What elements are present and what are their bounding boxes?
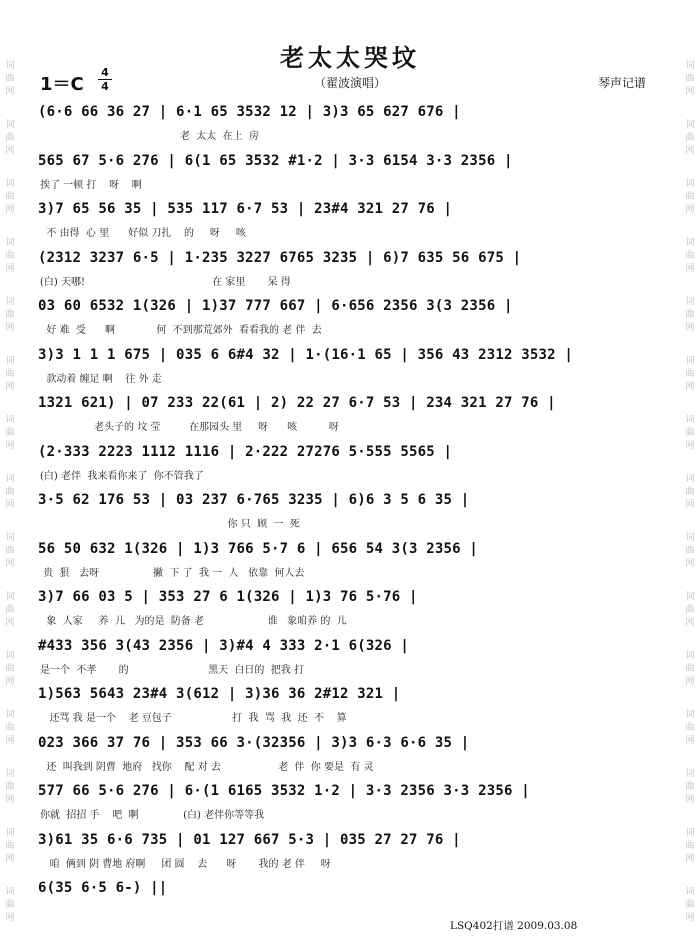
watermark-stamp: 词 曲 网 <box>685 297 695 333</box>
lyric-row: 是一个 不孝 的 黑天 白日的 把我 打 <box>40 664 304 676</box>
lyric-row: 老 太太 在上 房 <box>40 131 259 142</box>
notation-row: 3)3 1 1 1 675 | 035 6 6#4 32 | 1·(16·1 65 | 356 43 2312 3532 | <box>38 346 573 363</box>
notation-row: #433 356 3(43 2356 | 3)#4 4 333 2·1 6(326 | <box>38 637 410 654</box>
watermark-stamp: 词 曲 网 <box>5 710 15 746</box>
notation-row: (6·6 66 36 27 | 6·1 65 3532 12 | 3)3 65 627 676 | <box>38 104 461 120</box>
watermark-stamp: 词 曲 网 <box>5 828 15 864</box>
watermark-stamp: 词 曲 网 <box>5 769 15 805</box>
notation-row: 1)563 5643 23#4 3(612 | 3)36 36 2#12 321 | <box>38 686 401 702</box>
watermark-stamp: 词 曲 网 <box>685 828 695 864</box>
watermark-stamp: 词 曲 网 <box>5 297 15 333</box>
watermark-stamp: 词 曲 网 <box>5 533 15 569</box>
watermark-stamp: 词 曲 网 <box>685 887 695 923</box>
lyric-row: 款动着 缠足 啊 往 外 走 <box>40 373 162 385</box>
watermark-stamp: 词 曲 网 <box>685 474 695 510</box>
watermark-stamp: 词 曲 网 <box>5 120 15 156</box>
watermark-stamp: 词 曲 网 <box>5 474 15 510</box>
watermark-stamp: 词 曲 网 <box>685 769 695 805</box>
song-title: 老太太哭坟 <box>280 43 420 72</box>
lyric-row: 象 人家 养 儿 为的是 防备 老 谁 象咱养 的 儿 <box>40 616 347 627</box>
watermark-stamp: 词 曲 网 <box>5 415 15 451</box>
watermark-stamp: 词 曲 网 <box>5 179 15 215</box>
notation-row: 56 50 632 1(326 | 1)3 766 5·7 6 | 656 54 3(3 2356 | <box>38 540 479 557</box>
lyric-row: 你 只 顾 一 死 <box>40 519 300 530</box>
watermark-stamp: 词 曲 网 <box>685 533 695 569</box>
notation-row: 3)7 66 03 5 | 353 27 6 1(326 | 1)3 76 5·76 | <box>38 589 418 605</box>
key-signature: 1＝C <box>40 74 84 95</box>
notation-row: 577 66 5·6 276 | 6·(1 6165 3532 1·2 | 3·3 2356 3·3 2356 | <box>38 783 530 799</box>
watermark-stamp: 词 曲 网 <box>685 592 695 628</box>
watermark-stamp: 词 曲 网 <box>5 238 15 274</box>
lyric-row: 不 由得 心 里 好似 刀扎 的 呀 咳 <box>40 228 246 239</box>
notation-row: 3)7 65 56 35 | 535 117 6·7 53 | 23#4 321 27 76 | <box>38 201 453 217</box>
watermark-stamp: 词 曲 网 <box>685 710 695 746</box>
notation-row: 3·5 62 176 53 | 03 237 6·765 3235 | 6)6 3 5 6 35 | <box>38 492 470 508</box>
notation-row: 1321 621) | 07 233 22(61 | 2) 22 27 6·7 53 | 234 321 27 76 | <box>38 395 556 411</box>
watermark-stamp: 词 曲 网 <box>685 651 695 687</box>
notation-row: (2312 3237 6·5 | 1·235 3227 6765 3235 | 6)7 635 56 675 | <box>38 249 522 266</box>
lyric-row: (白) 天哪! 在 家里 呆 得 <box>40 276 291 288</box>
watermark-stamp: 词 曲 网 <box>5 356 15 392</box>
lyric-row: (白) 老伴 我来看你来了 你不管我了 <box>40 470 204 482</box>
watermark-stamp: 词 曲 网 <box>685 61 695 97</box>
notation-row: 3)61 35 6·6 735 | 01 127 667 5·3 | 035 27 27 76 | <box>38 831 461 848</box>
watermark-stamp: 词 曲 网 <box>685 179 695 215</box>
footer-note: LSQ402打谱 2009.03.08 <box>450 920 578 932</box>
lyric-row: 老头子的 坟 莹 在那园头 里 呀 咳 呀 <box>40 422 339 433</box>
singer-credit: （翟波演唱） <box>313 76 386 90</box>
watermark-stamp: 词 曲 网 <box>685 120 695 156</box>
meter-bottom: 4 <box>101 80 109 93</box>
watermark-stamp: 词 曲 网 <box>685 356 695 392</box>
watermark-stamp: 词 曲 网 <box>5 651 15 687</box>
notation-row: (2·333 2223 1112 1116 | 2·222 27276 5·555 5565 | <box>38 443 453 460</box>
notation-row: 03 60 6532 1(326 | 1)37 777 667 | 6·656 2356 3(3 2356 | <box>38 298 513 314</box>
notation-row: 565 67 5·6 276 | 6(1 65 3532 #1·2 | 3·3 6154 3·3 2356 | <box>38 152 513 169</box>
lyric-row: 贵 狠 去呀 撇 下 了 我 一 人 依靠 何人去 <box>40 567 305 579</box>
watermark-stamp: 词 曲 网 <box>5 61 15 97</box>
lyric-row: 还骂 我 是一个 老 豆包子 打 我 骂 我 还 不 算 <box>40 713 347 724</box>
lyric-row: 还 叫我到 阴曹 地府 找你 配 对 去 老 伴 你 要是 有 灵 <box>40 761 374 773</box>
notation-row: 023 366 37 76 | 353 66 3·(32356 | 3)3 6·3 6·6 35 | <box>38 734 470 751</box>
watermark-stamp: 词 曲 网 <box>5 887 15 923</box>
meter-top: 4 <box>101 66 109 79</box>
watermark-stamp: 词 曲 网 <box>685 238 695 274</box>
lyric-row: 好 难 受 啊 何 不到那荒郊外 看看我的 老 伴 去 <box>40 325 322 336</box>
notation-row: 6(35 6·5 6-) || <box>38 880 168 896</box>
lyric-row: 你就 招招 手 吧 啊 (白) 老伴你等等我 <box>40 810 265 821</box>
lyric-row: 挨了 一顿 打 呀 啊 <box>40 179 142 191</box>
watermark-stamp: 词 曲 网 <box>5 592 15 628</box>
transcriber-credit: 琴声记谱 <box>597 76 646 90</box>
lyric-row: 咱 俩到 阴 曹地 府啊 团 圆 去 呀 我的 老 伴 呀 <box>40 858 331 870</box>
watermark-stamp: 词 曲 网 <box>685 415 695 451</box>
